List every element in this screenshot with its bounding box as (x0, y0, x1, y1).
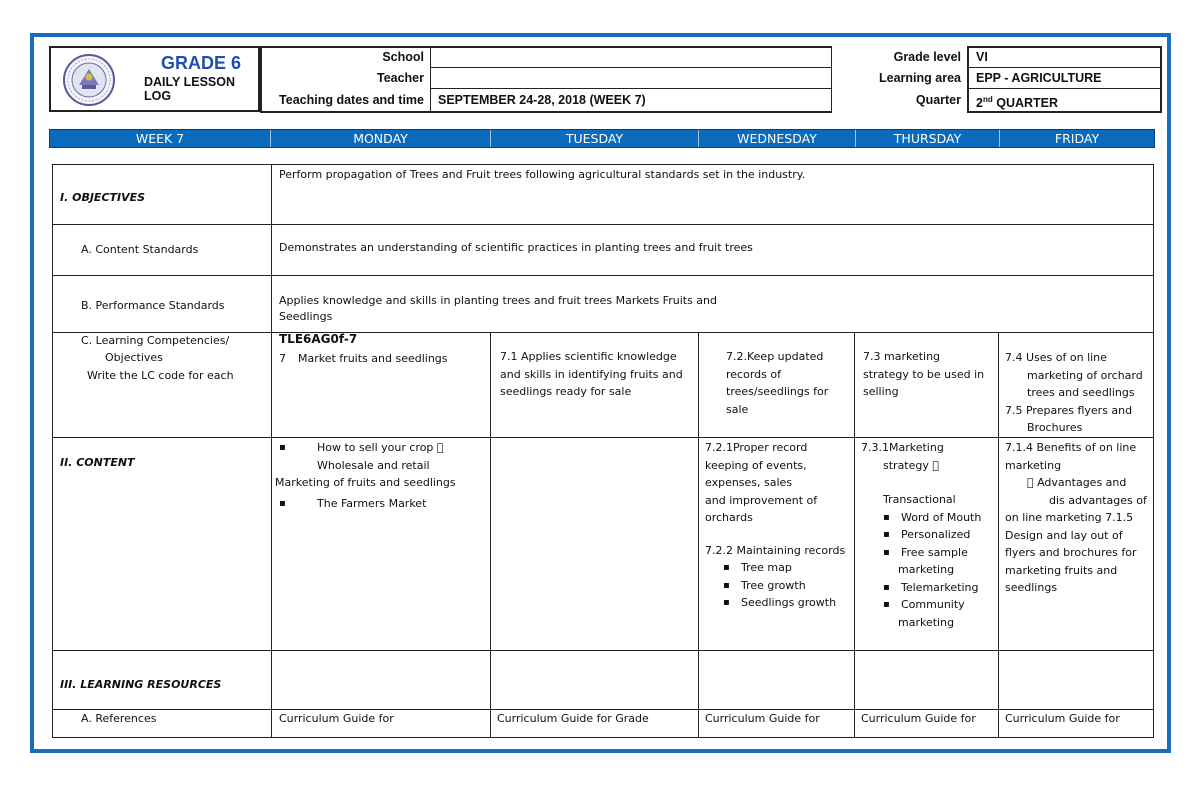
content-standards-label: A. Content Standards (81, 243, 199, 256)
grid-line (698, 332, 699, 737)
text-line: 7.2.Keep updated (726, 350, 824, 363)
learning-resources-label: III. LEARNING RESOURCES (60, 678, 222, 691)
thursday-content-list-2 (879, 579, 1001, 614)
thursday-competency (863, 348, 984, 401)
competencies-label-2: Objectives (105, 351, 163, 364)
monday-content-list-2 (275, 495, 487, 513)
thursday-reference: Curriculum Guide for (861, 712, 976, 725)
text-line: marketing (898, 563, 955, 576)
quarter-number: 2 (976, 96, 983, 111)
week-label: WEEK 7 (135, 131, 185, 146)
text-line: strategy (883, 458, 929, 472)
list-item: ▪ Seedlings growth (719, 594, 855, 612)
grade-level-label: Grade level (893, 50, 961, 64)
wednesday-competency (726, 348, 828, 418)
list-item: ▪ Community (879, 596, 1001, 614)
friday-content (1005, 439, 1155, 597)
grade-title: GRADE 6 (161, 53, 242, 73)
header-rule (430, 67, 832, 68)
thursday-content-list (879, 509, 1001, 562)
friday-reference: Curriculum Guide for (1005, 712, 1120, 725)
list-item: ▪ Personalized (879, 526, 1001, 544)
header-rule (430, 88, 832, 89)
teacher-label: Teacher (376, 71, 424, 85)
grid-line (53, 224, 1153, 225)
header-divider (1160, 46, 1162, 113)
text-line: 7.1 Applies scientific knowledge (500, 350, 677, 363)
text-line: and improvement of (705, 493, 818, 507)
header-divider (430, 46, 431, 113)
grid-line (53, 650, 1153, 651)
text-line: seedlings ready for sale (500, 385, 632, 398)
performance-standards-line2: Seedlings (279, 310, 333, 323)
list-item: ▪ Tree growth (719, 577, 855, 595)
header-title-box (49, 46, 260, 112)
text-line: trees/seedlings for (726, 385, 829, 398)
header-rule (260, 111, 832, 113)
quarter-word: QUARTER (996, 96, 1059, 111)
text-line: 7.2.1Proper record (705, 441, 808, 454)
day-wednesday: WEDNESDAY (737, 131, 817, 146)
text-line: 7.1.4 Benefits of on line (1005, 441, 1137, 454)
list-item-text: How to sell your crop (317, 441, 434, 454)
grade-level-value: VI (976, 50, 988, 64)
wednesday-reference: Curriculum Guide for (705, 712, 820, 725)
quarter-label: Quarter (915, 93, 961, 107)
competencies-label-3: Write the LC code for each (87, 369, 234, 382)
text-line: Marketing of fruits and seedlings (275, 476, 456, 489)
header-divider (831, 46, 832, 113)
text-line: orchards (705, 511, 753, 524)
wednesday-content-list (719, 559, 855, 612)
competencies-label-1: C. Learning Competencies/ (81, 334, 230, 347)
quarter-suffix: nd (982, 95, 993, 104)
text-line: 7.2.2 Maintaining records (705, 543, 846, 557)
text-line: 7.3 marketing (863, 350, 941, 363)
monday-content-list (275, 439, 487, 474)
text-line: flyers and brochures for (1005, 546, 1137, 559)
objectives-label: I. OBJECTIVES (60, 191, 146, 204)
monday-competency-number: 7 (279, 352, 286, 365)
objectives-text: Perform propagation of Trees and Fruit trees following agricultural standards set in the industry. (279, 168, 806, 181)
text-line: 7.4 Uses of on line (1005, 351, 1107, 364)
text-line: sale (726, 402, 749, 416)
lc-code: TLE6AG0f-7 (279, 332, 358, 346)
monday-reference: Curriculum Guide for (279, 712, 394, 725)
content-standards-text: Demonstrates an understanding of scientific practices in planting trees and fruit trees (279, 241, 753, 254)
friday-competency (1005, 349, 1143, 437)
text-line: marketing (898, 615, 955, 629)
text-line: marketing (1005, 458, 1062, 472)
day-monday: MONDAY (353, 131, 408, 146)
grid-line (53, 275, 1153, 276)
references-label: A. References (81, 712, 157, 725)
text-line: trees and seedlings (1027, 386, 1135, 399)
log-title: DAILY LESSON LOG (144, 75, 235, 103)
grid-line (271, 165, 272, 737)
wednesday-content (705, 439, 855, 612)
text-line: Transactional (883, 493, 956, 506)
text-line: dis advantages of (1049, 493, 1147, 507)
tuesday-reference: Curriculum Guide for Grade (497, 712, 649, 725)
header-divider (967, 46, 969, 113)
tuesday-competency (500, 348, 683, 401)
list-item: ▪ The Farmers Market (275, 495, 487, 513)
header-rule (967, 88, 1162, 89)
quarter-value (976, 90, 1058, 110)
text-line: keeping of events, (705, 458, 807, 472)
list-item: ▪ Free sample (879, 544, 1001, 562)
list-item: ▪ Word of Mouth (879, 509, 1001, 527)
text-line: 7.5 Prepares flyers and (1005, 403, 1133, 417)
list-item (275, 439, 487, 474)
day-thursday: THURSDAY (893, 131, 962, 146)
dates-value: SEPTEMBER 24-28, 2018 (WEEK 7) (438, 93, 646, 107)
monday-competency: Market fruits and seedlings (298, 352, 448, 365)
text-line: 7.3.1Marketing (861, 441, 944, 454)
list-item: ▪ Tree map (719, 559, 855, 577)
learning-area-value: EPP - AGRICULTURE (976, 71, 1102, 85)
text-line: Brochures (1027, 421, 1083, 434)
learning-area-label: Learning area (879, 71, 961, 85)
header-rule (967, 111, 1162, 113)
day-friday: FRIDAY (1054, 131, 1100, 146)
text-line: seedlings (1005, 581, 1058, 594)
day-tuesday: TUESDAY (565, 131, 624, 146)
list-item-text: Wholesale and retail (317, 458, 430, 472)
deped-seal-icon (62, 53, 116, 107)
text-line: Design and lay out of (1005, 528, 1123, 542)
text-line: marketing of orchard (1027, 368, 1143, 382)
header-rule (967, 46, 1162, 48)
text-line: records of (726, 367, 781, 381)
performance-standards-line1: Applies knowledge and skills in planting trees and fruit trees Markets Fruits and (279, 294, 717, 307)
grid-line (490, 332, 491, 737)
text-line: Advantages and (1027, 476, 1117, 489)
dates-label: Teaching dates and time (279, 93, 424, 107)
text-line: and skills in identifying fruits and (500, 367, 683, 381)
monday-content (275, 439, 487, 512)
content-label: II. CONTENT (60, 456, 135, 469)
school-label: School (382, 50, 424, 64)
text-line: on line marketing 7.1.5 (1005, 511, 1134, 524)
text-line: marketing fruits and (1005, 563, 1118, 577)
text-line: expenses, sales (705, 476, 793, 489)
grid-line (53, 437, 1153, 438)
text-line: strategy to be used in (863, 367, 985, 381)
thursday-content (861, 439, 1001, 631)
list-item: ▪ Telemarketing (879, 579, 1001, 597)
performance-standards-label: B. Performance Standards (81, 299, 225, 312)
week-header-bar (49, 129, 1155, 148)
text-line: selling (863, 385, 899, 398)
